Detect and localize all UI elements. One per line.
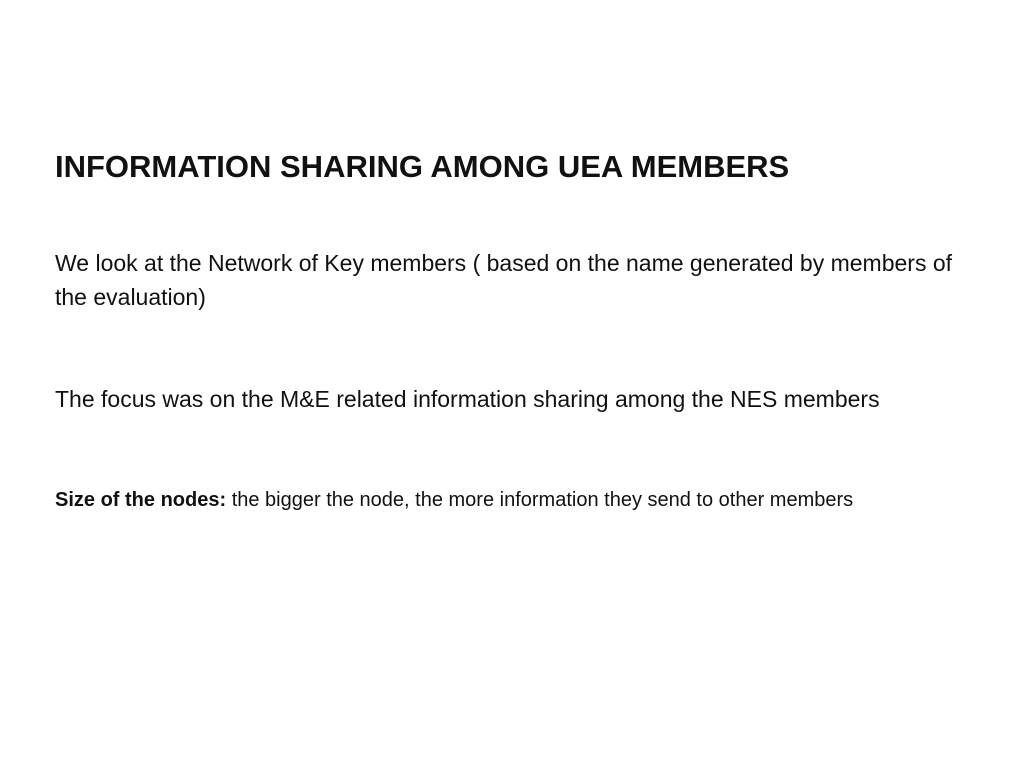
network-description-paragraph: We look at the Network of Key members ( based on the name generated by members of the evaluation) [55,250,953,310]
node-size-label: Size of the nodes: [55,489,227,511]
node-size-explanation: the bigger the node, the more information they send to other members [231,489,854,511]
focus-description-paragraph: The focus was on the M&E related information sharing among the NES members [55,386,880,412]
slide-title: INFORMATION SHARING AMONG UEA MEMBERS [55,149,790,184]
node-size-note [55,485,955,515]
